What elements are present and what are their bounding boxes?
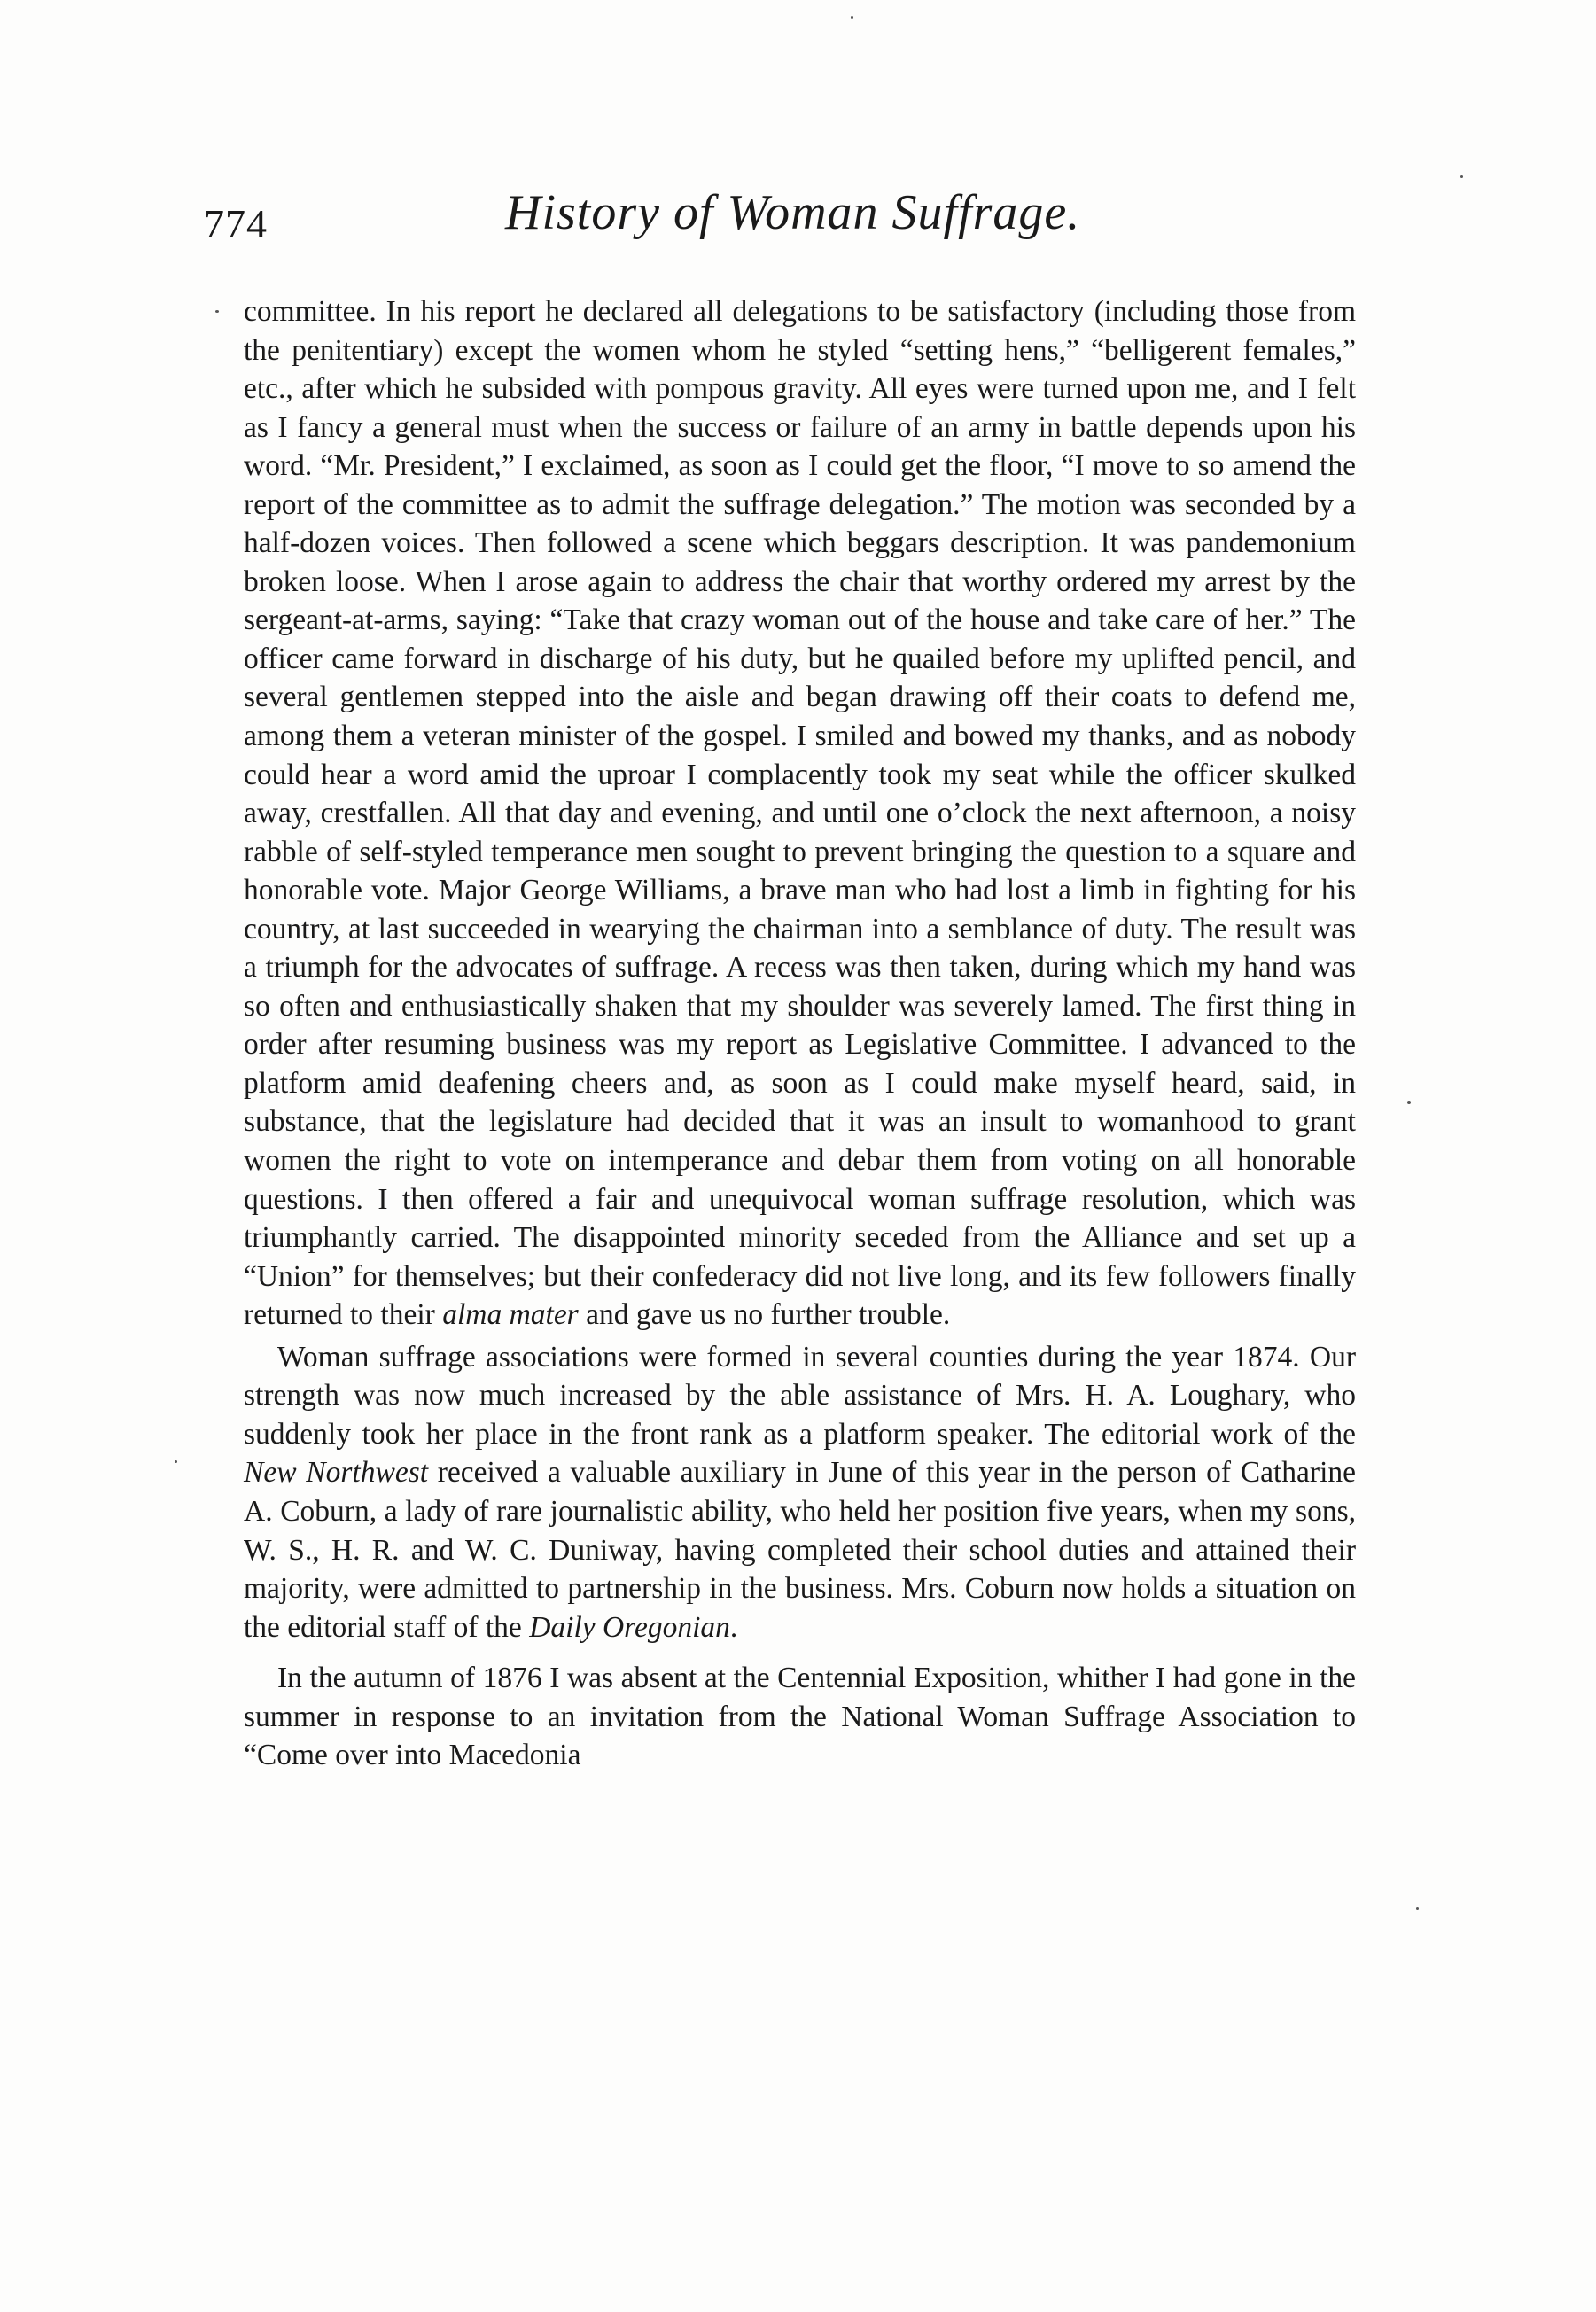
scan-speck <box>175 1460 177 1463</box>
paragraph <box>244 1338 1356 1646</box>
body-text <box>244 292 1356 1775</box>
italic-phrase: Daily Oregonian <box>529 1610 730 1644</box>
scan-speck <box>1416 1907 1419 1910</box>
italic-phrase: alma mater <box>442 1298 579 1332</box>
paragraph-text: received a valuable auxiliary in June of this year in the person of Catharine A. Coburn, a lady of rare journalistic ability, who held her position five years, when my sons, W. S., H. R. and W. C. Duniway, having completed their school duties and attained their majority, were admitted to partnership in the business. Mrs. Coburn now holds a situation on the editorial staff of the <box>244 1456 1356 1644</box>
paragraph-text: Woman suffrage associations were formed in several counties during the year 1874. Our strength was now much increased by the able assistance of Mrs. H. A. Loughary, who suddenly took her place in the front rank as a platform speaker. The editorial work of the <box>244 1340 1356 1451</box>
paragraph-text: In the autumn of 1876 I was absent at the Centennial Exposition, whither I had gone in the summer in response to an invitation from the National Woman Suffrage Association to “Come over into Macedonia <box>244 1662 1356 1772</box>
scan-speck <box>851 16 853 19</box>
paragraph-continued <box>244 292 1356 1335</box>
paragraph-text: . <box>729 1610 738 1644</box>
scan-speck <box>1460 175 1463 178</box>
italic-phrase: New Northwest <box>244 1456 429 1490</box>
running-head <box>204 184 1365 264</box>
paragraph-text: committee. In his report he declared all delegations to be satisfactory (including those from the penitentiary) except the women whom he styled “setting hens,” “belligerent females,” etc., after which he subsided with pompous gravity. All eyes were turned upon me, and I felt as I fancy a general must when the success or failure of an army in battle depends upon his word. “Mr. President,” I exclaimed, as soon as I could get the floor, “I move to so amend the report of the committee as to admit the suffrage delegation.” The motion was seconded by a half-dozen voices. Then followed a scene which beggars description. It was pandemonium broken loose. When I arose again to address the chair that worthy ordered my arrest by the sergeant-at-arms, saying: “Take that crazy woman out of the house and take care of her.” The officer came forward in discharge of his duty, but he quailed before my uplifted pencil, and several gentlemen stepped into the aisle and began drawing off their coats to defend me, among them a veteran minister of the gospel. I smiled and bowed my thanks, and as nobody could hear a word amid the uproar I complacently took my seat while the officer skulked away, crestfallen. All that day and evening, and until one o’clock the next afternoon, a noisy rabble of self-styled temperance men sought to prevent bringing the question to a square and honorable vote. Major George Williams, a brave man who had lost a limb in fighting for his country, at last succeeded in wearying the chairman into a semblance of duty. The result was a triumph for the advocates of suffrage. A recess was then taken, during which my hand was so often and enthusiastically shaken that my shoulder was severely lamed. The first thing in order after resuming business was my report as Legislative Committee. I advanced to the platform amid deafening cheers and, as soon as I could make myself heard, said, in substance, that the legislature had decided that it was an insult to womanhood to grant women the right to vote on intemperance and debar them from voting on all honorable questions. I then offered a fair and unequivocal woman suffrage resolution, which was triumphantly carried. The disappointed minority seceded from the Alliance and set up a “Union” for themselves; but their confederacy did not live long, and its few followers finally returned to their <box>244 295 1356 1332</box>
paragraph <box>244 1659 1356 1775</box>
scan-speck <box>1407 1101 1411 1104</box>
scan-speck <box>215 310 219 313</box>
running-title: History of Woman Suffrage. <box>505 185 1081 240</box>
paragraph-text: and gave us no further trouble. <box>586 1298 951 1332</box>
page-number: 774 <box>204 201 268 246</box>
